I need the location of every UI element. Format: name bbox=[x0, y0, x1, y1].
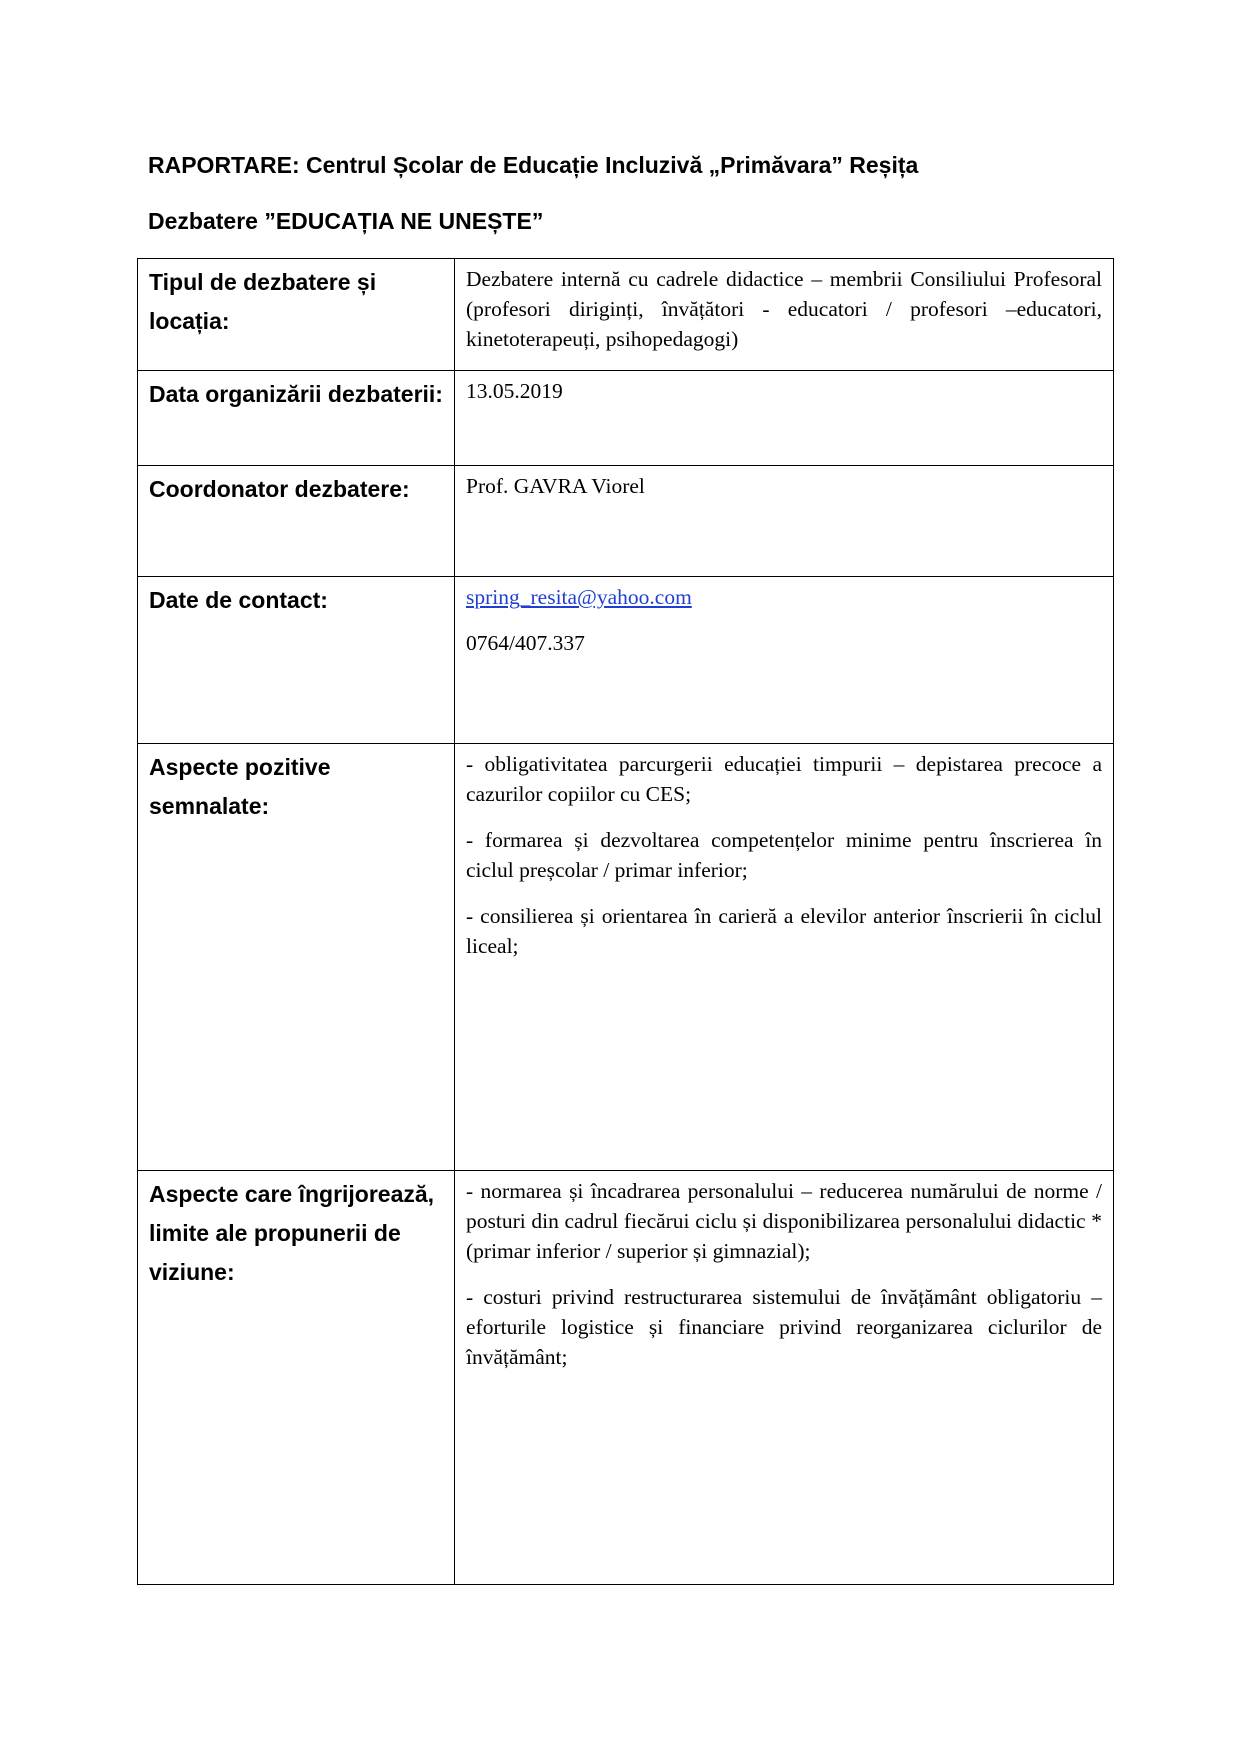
table-row-contact bbox=[138, 577, 1114, 744]
positive-item: - consilierea și orientarea în carieră a elevilor anterior înscrierii în ciclul liceal; bbox=[466, 904, 1102, 958]
coordinator-value: Prof. GAVRA Viorel bbox=[466, 474, 645, 498]
date-label: Data organizării dezbaterii: bbox=[138, 371, 455, 466]
table-row-coordinator bbox=[138, 466, 1114, 577]
phone-value: 0764/407.337 bbox=[466, 631, 585, 655]
concerns-label: Aspecte care îngrijorează, limite ale propunerii de viziune: bbox=[138, 1171, 455, 1585]
report-title: RAPORTARE: Centrul Școlar de Educație Incluzivă „Primăvara” Reșița bbox=[148, 152, 919, 178]
positive-item: - formarea și dezvoltarea competențelor minime pentru înscrierea în ciclul preșcolar / primar inferior; bbox=[466, 828, 1102, 882]
table-row-positive bbox=[138, 744, 1114, 1171]
date-cell bbox=[455, 371, 1114, 466]
table-row-type bbox=[138, 259, 1114, 371]
email-link[interactable]: spring_resita@yahoo.com bbox=[466, 585, 692, 609]
type-value: Dezbatere internă cu cadrele didactice – membrii Consiliului Profesoral (profesori diriginți, învățători - educatori / profesori –educatori, kinetoterapeuți, psihopedagogi) bbox=[466, 267, 1102, 351]
concern-item: - normarea și încadrarea personalului – reducerea numărului de norme / posturi din cadrul fiecărui ciclu și disponibilizarea personalului didactic *(primar inferior / superior și gimnazial); bbox=[466, 1179, 1102, 1263]
report-table bbox=[137, 258, 1114, 1585]
contact-cell bbox=[455, 577, 1114, 744]
concerns-cell bbox=[455, 1171, 1114, 1585]
type-cell bbox=[455, 259, 1114, 371]
table-row-concerns bbox=[138, 1171, 1114, 1585]
positive-cell bbox=[455, 744, 1114, 1171]
coordinator-cell bbox=[455, 466, 1114, 577]
positive-item: - obligativitatea parcurgerii educației timpurii – depistarea precoce a cazurilor copiilor cu CES; bbox=[466, 752, 1102, 806]
debate-subtitle: Dezbatere ”EDUCAȚIA NE UNEȘTE” bbox=[148, 208, 544, 234]
concern-item: - costuri privind restructurarea sistemului de învățământ obligatoriu – eforturile logistice și financiare privind reorganizarea ciclurilor de învățământ; bbox=[466, 1285, 1102, 1369]
date-value: 13.05.2019 bbox=[466, 379, 563, 403]
positive-label: Aspecte pozitive semnalate: bbox=[138, 744, 455, 1171]
table-row-date bbox=[138, 371, 1114, 466]
coordinator-label: Coordonator dezbatere: bbox=[138, 466, 455, 577]
type-label: Tipul de dezbatere și locația: bbox=[138, 259, 455, 371]
contact-label: Date de contact: bbox=[138, 577, 455, 744]
